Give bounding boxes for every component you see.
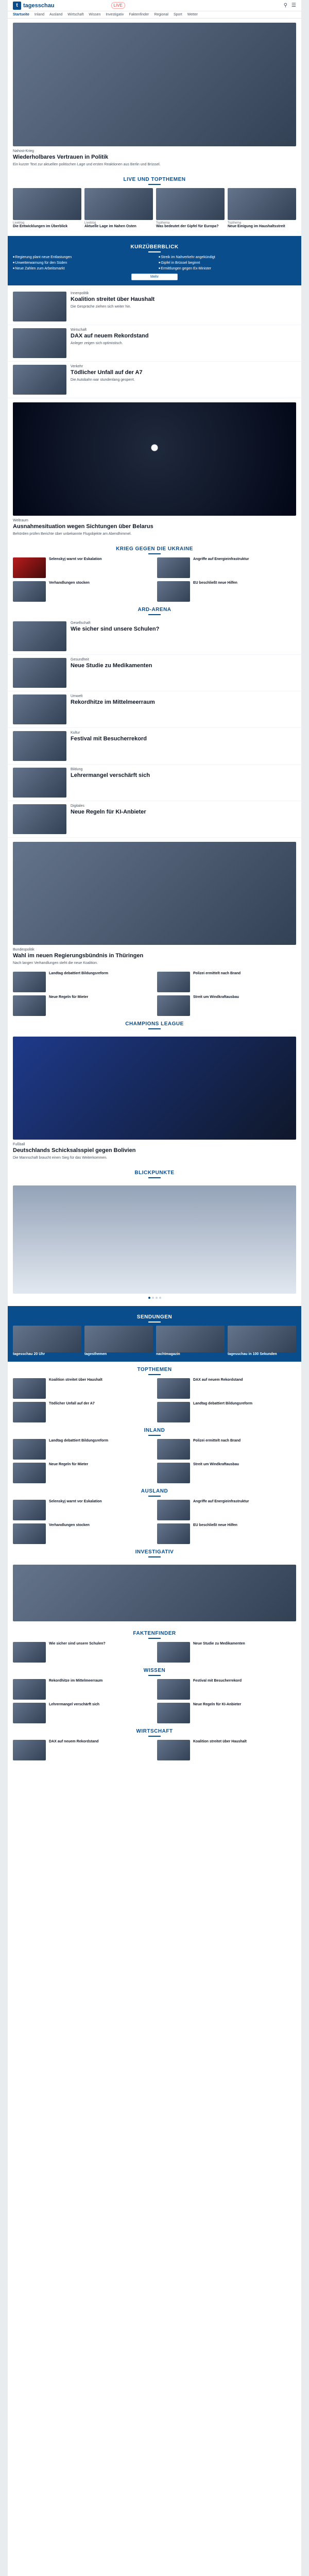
sendung-card[interactable] (13, 1326, 81, 1357)
nav-item-wetter[interactable]: Wetter (187, 13, 198, 16)
ard-row[interactable] (8, 801, 301, 838)
grid-item[interactable] (13, 1378, 152, 1399)
hero-kicker: Nahost-Krieg (13, 149, 34, 153)
kurzueberblick-section (8, 236, 301, 285)
story-headline[interactable]: DAX auf neuem Rekordstand (71, 333, 149, 340)
ausland-grid (8, 1500, 301, 1544)
sendung-card[interactable] (84, 1326, 153, 1357)
sendungen-section (8, 1306, 301, 1362)
politics-kicker: Bundespolitik (13, 947, 35, 952)
grid-item[interactable] (13, 1402, 152, 1422)
card-kicker: Topthema (228, 221, 242, 225)
card-image[interactable] (157, 557, 190, 578)
story-headline[interactable]: Rekordhitze im Mittelmeerraum (71, 699, 155, 705)
story-image[interactable] (13, 658, 66, 688)
grid-item[interactable] (157, 1642, 296, 1663)
feature-image[interactable] (13, 402, 296, 516)
grid-item[interactable] (157, 1500, 296, 1520)
card-title[interactable]: EU beschließt neue Hilfen (193, 581, 237, 585)
story-headline[interactable]: Neue Regeln für KI-Anbieter (71, 808, 146, 815)
card-image[interactable] (13, 1500, 46, 1520)
ukraine-section-title: KRIEG GEGEN DIE UKRAINE (8, 541, 301, 557)
card-image[interactable] (157, 1500, 190, 1520)
logo-text[interactable]: tagesschau (23, 2, 55, 9)
blick-section-title: BLICKPUNKTE (8, 1165, 301, 1181)
sendungen-title: SENDUNGEN (13, 1309, 296, 1326)
politics-teaser: Nach langen Verhandlungen steht die neue Koalition. (13, 961, 98, 965)
card-image[interactable] (157, 972, 190, 992)
card-image[interactable] (13, 1402, 46, 1422)
card-title[interactable]: Verhandlungen stocken (49, 581, 90, 585)
grid-item[interactable] (13, 1463, 152, 1483)
hero-headline[interactable]: Wiederholbares Vertrauen in Politik (13, 154, 109, 160)
story-headline[interactable]: Koalition streitet über Haushalt (71, 296, 155, 303)
card-image[interactable] (13, 581, 46, 602)
top-bar (8, 0, 301, 11)
grid-item[interactable] (13, 1642, 152, 1663)
story-kicker: Verkehr (71, 365, 83, 369)
ausland-section-title: AUSLAND (8, 1483, 301, 1500)
grid-item[interactable] (13, 1740, 152, 1760)
grid-item[interactable] (157, 1523, 296, 1544)
card-kicker: Liveblog (13, 221, 25, 225)
card-title[interactable]: Landtag debattiert Bildungsreform (49, 1439, 109, 1443)
story-row[interactable] (8, 362, 301, 398)
faktenfinder-grid (8, 1642, 301, 1663)
card-title[interactable]: tagesschau 20 Uhr (13, 1352, 45, 1356)
card-title[interactable]: Polizei ermittelt nach Brand (193, 1439, 241, 1443)
card-title[interactable]: Koalition streitet über Haushalt (193, 1740, 247, 1744)
blick-gallery[interactable] (8, 1181, 301, 1306)
card-title[interactable]: Verhandlungen stocken (49, 1523, 90, 1528)
story-kicker: Kultur (71, 731, 80, 735)
gallery-dots[interactable] (13, 1294, 296, 1302)
nav-item-wirtschaft[interactable]: Wirtschaft (67, 13, 84, 16)
card-image[interactable] (157, 995, 190, 1016)
wissen-grid (8, 1679, 301, 1723)
card-image[interactable] (13, 995, 46, 1016)
sendungen-grid (13, 1326, 296, 1357)
cl-image[interactable] (13, 1037, 296, 1140)
grid-item[interactable] (157, 1439, 296, 1460)
inland-section-title: INLAND (8, 1422, 301, 1439)
nav-item-ausland[interactable]: Ausland (49, 13, 63, 16)
grid-item[interactable] (157, 972, 296, 992)
story-headline[interactable]: Lehrermangel verschärft sich (71, 772, 150, 778)
nav-item-investigativ[interactable]: Investigativ (106, 13, 124, 16)
story-kicker: Gesellschaft (71, 621, 91, 625)
live-card[interactable] (156, 188, 225, 229)
ard-row[interactable] (8, 618, 301, 655)
story-kicker: Umwelt (71, 694, 83, 698)
story-kicker: Bildung (71, 767, 83, 771)
card-image[interactable] (157, 581, 190, 602)
cl-teaser: Die Mannschaft braucht einen Sieg für das Weiterkommen. (13, 1156, 108, 1160)
grid-item[interactable] (13, 1679, 152, 1700)
card-title[interactable]: Lehrermangel verschärft sich (49, 1703, 100, 1707)
sendung-card[interactable] (228, 1326, 296, 1357)
card-title[interactable]: Angriffe auf Energieinfrastruktur (193, 557, 249, 561)
card-image[interactable] (13, 557, 46, 578)
live-card[interactable] (13, 188, 81, 229)
logo-icon[interactable]: t (13, 2, 21, 10)
ard-row[interactable] (8, 728, 301, 765)
kurz-item[interactable]: ■ Unwetterwarnung für den Süden (13, 261, 150, 265)
card-title[interactable]: Landtag debattiert Bildungsreform (193, 1402, 253, 1406)
card-image[interactable] (157, 1463, 190, 1483)
feature-headline[interactable]: Ausnahmesituation wegen Sichtungen über Belarus (13, 523, 153, 530)
card-image[interactable] (84, 188, 153, 220)
nav-item-inland[interactable]: Inland (34, 13, 44, 16)
grid-item[interactable] (157, 1378, 296, 1399)
card-title[interactable]: Wie sicher sind unsere Schulen? (49, 1642, 106, 1646)
grid-item[interactable] (157, 1402, 296, 1422)
card-image[interactable] (157, 1642, 190, 1663)
top-section-title: TOPTHEMEN (8, 1362, 301, 1378)
more-button[interactable]: Mehr (131, 274, 178, 280)
card-image[interactable] (157, 1740, 190, 1760)
story-headline[interactable]: Festival mit Besucherrekord (71, 735, 147, 742)
cl-headline[interactable]: Deutschlands Schicksalsspiel gegen Bolivien (13, 1147, 136, 1154)
card-image[interactable] (13, 1740, 46, 1760)
live-cards (8, 188, 301, 229)
card-image[interactable] (13, 1679, 46, 1700)
story-teaser: Die Autobahn war stundenlang gesperrt. (71, 378, 135, 382)
card-title[interactable]: EU beschließt neue Hilfen (193, 1523, 237, 1528)
card-title[interactable]: DAX auf neuem Rekordstand (193, 1378, 243, 1382)
grid-item[interactable] (157, 1679, 296, 1700)
card-title[interactable]: Neue Regeln für Mieter (49, 1463, 89, 1467)
ukraine-grid (8, 557, 301, 602)
inland-grid (8, 1439, 301, 1483)
card-title[interactable]: Aktuelle Lage im Nahen Osten (84, 224, 136, 228)
grid-item[interactable] (13, 1703, 152, 1723)
card-image[interactable] (13, 1378, 46, 1399)
card-image[interactable] (228, 1326, 296, 1352)
wissen-section-title: WISSEN (8, 1663, 301, 1679)
faktenfinder-section-title: FAKTENFINDER (8, 1625, 301, 1642)
card-kicker: Liveblog (84, 221, 96, 225)
story-row[interactable] (8, 289, 301, 325)
more-grid (8, 972, 301, 1016)
kurz-title: KURZÜBERBLICK (13, 239, 296, 256)
ard-row[interactable] (8, 691, 301, 728)
story-kicker: Gesundheit (71, 657, 89, 662)
kurz-item[interactable]: ■ Gipfel in Brüssel beginnt (159, 261, 296, 265)
main-nav (8, 11, 301, 19)
wirtschaft-section-title: WIRTSCHAFT (8, 1723, 301, 1740)
story-headline[interactable]: Wie sicher sind unsere Schulen? (71, 625, 160, 632)
card-title[interactable]: Tödlicher Unfall auf der A7 (49, 1402, 95, 1406)
card-title[interactable]: Neue Regeln für Mieter (49, 995, 89, 999)
card-image[interactable] (156, 188, 225, 220)
ard-row[interactable] (8, 655, 301, 691)
live-card[interactable] (84, 188, 153, 229)
story-image[interactable] (13, 804, 66, 834)
story-row[interactable] (8, 325, 301, 362)
card-title[interactable]: Neue Regeln für KI-Anbieter (193, 1703, 242, 1707)
card-image[interactable] (157, 1439, 190, 1460)
politics-image[interactable] (13, 842, 296, 945)
kurz-item[interactable]: ■ Neue Zahlen zum Arbeitsmarkt (13, 267, 150, 270)
grid-item[interactable] (13, 1439, 152, 1460)
story-kicker: Wirtschaft (71, 328, 87, 332)
story-list (8, 289, 301, 398)
live-badge[interactable]: LIVE (111, 2, 125, 9)
card-image[interactable] (13, 1523, 46, 1544)
story-image[interactable] (13, 694, 66, 724)
sendung-card[interactable] (156, 1326, 225, 1357)
politics-headline[interactable]: Wahl im neuen Regierungsbündnis in Thüringen (13, 952, 144, 959)
card-image[interactable] (13, 188, 81, 220)
story-image[interactable] (13, 768, 66, 798)
card-title[interactable]: Selenskyj warnt vor Eskalation (49, 1500, 102, 1504)
menu-icon[interactable]: ☰ (291, 3, 296, 8)
feature-kicker: Weltraum (13, 519, 28, 523)
card-title[interactable]: tagesschau in 100 Sekunden (228, 1352, 277, 1356)
card-title[interactable]: Angriffe auf Energieinfrastruktur (193, 1500, 249, 1504)
kurz-item[interactable]: ■ Streik im Nahverkehr angekündigt (159, 256, 296, 259)
card-title[interactable]: Streit um Windkraftausbau (193, 1463, 239, 1467)
grid-item[interactable] (13, 1523, 152, 1544)
hero-story[interactable] (8, 19, 301, 172)
nav-item-wissen[interactable]: Wissen (89, 13, 101, 16)
card-image[interactable] (13, 972, 46, 992)
kurz-item[interactable]: ■ Ermittlungen gegen Ex-Minister (159, 267, 296, 270)
card-title[interactable]: Festival mit Besucherrekord (193, 1679, 242, 1683)
nav-item-start[interactable]: Startseite (13, 13, 29, 16)
card-kicker: Topthema (156, 221, 170, 225)
feature-teaser: Behörden prüfen Berichte über unbekannte Flugobjekte am Abendhimmel. (13, 532, 132, 536)
live-section-title: LIVE UND TOPTHEMEN (8, 172, 301, 188)
story-headline[interactable]: Tödlicher Unfall auf der A7 (71, 369, 143, 376)
card-image[interactable] (84, 1326, 153, 1352)
wirtschaft-grid (8, 1740, 301, 1760)
grid-item[interactable] (13, 995, 152, 1016)
grid-item[interactable] (157, 1463, 296, 1483)
card-image[interactable] (13, 1703, 46, 1723)
card-title[interactable]: Neue Einigung im Haushaltsstreit (228, 224, 285, 228)
story-image[interactable] (13, 365, 66, 395)
card-title[interactable]: Die Entwicklungen im Überblick (13, 224, 68, 228)
card-title[interactable]: Was bedeutet der Gipfel für Europa? (156, 224, 219, 228)
card-image[interactable] (156, 1326, 225, 1352)
card-image[interactable] (157, 1703, 190, 1723)
card-image[interactable] (13, 1326, 81, 1352)
card-title[interactable]: nachtmagazin (156, 1352, 180, 1356)
ukraine-item[interactable] (13, 581, 152, 602)
kurz-list (13, 256, 296, 270)
card-image[interactable] (13, 1439, 46, 1460)
story-headline[interactable]: Neue Studie zu Medikamenten (71, 662, 152, 669)
gallery-image[interactable] (13, 1185, 296, 1294)
story-image[interactable] (13, 292, 66, 321)
investigativ-story[interactable] (8, 1561, 301, 1625)
kurz-item[interactable]: ■ Regierung plant neue Entlastungen (13, 256, 150, 259)
story-image[interactable] (13, 731, 66, 761)
investigativ-section-title: INVESTIGATIV (8, 1544, 301, 1561)
cl-section-title: CHAMPIONS LEAGUE (8, 1016, 301, 1032)
hero-image[interactable] (13, 23, 296, 146)
grid-item[interactable] (13, 972, 152, 992)
nav-item-sport[interactable]: Sport (173, 13, 182, 16)
live-card[interactable] (228, 188, 296, 229)
cl-story[interactable] (8, 1032, 301, 1165)
ukraine-item[interactable] (157, 581, 296, 602)
ard-row[interactable] (8, 765, 301, 801)
top-grid (8, 1378, 301, 1422)
ukraine-item[interactable] (157, 557, 296, 578)
ard-section-title: ARD-ARENA (8, 602, 301, 618)
cl-kicker: Fußball (13, 1143, 25, 1147)
story-image[interactable] (13, 328, 66, 358)
story-image[interactable] (13, 1565, 296, 1621)
grid-item[interactable] (13, 1500, 152, 1520)
card-title[interactable]: Polizei ermittelt nach Brand (193, 972, 241, 976)
grid-item[interactable] (157, 1740, 296, 1760)
card-image[interactable] (157, 1679, 190, 1700)
card-title[interactable]: tagesthemen (84, 1352, 107, 1356)
card-title[interactable]: Rekordhitze im Mittelmeerraum (49, 1679, 103, 1683)
hero-teaser: Ein kurzer Text zur aktuellen politischen Lage und ersten Reaktionen aus Berlin und Brüssel. (13, 163, 161, 167)
card-title[interactable]: Streit um Windkraftausbau (193, 995, 239, 999)
card-title[interactable]: Neue Studie zu Medikamenten (193, 1642, 245, 1646)
card-title[interactable]: DAX auf neuem Rekordstand (49, 1740, 99, 1744)
card-image[interactable] (157, 1378, 190, 1399)
card-image[interactable] (13, 1463, 46, 1483)
card-title[interactable]: Koalition streitet über Haushalt (49, 1378, 102, 1382)
card-title[interactable]: Selenskyj warnt vor Eskalation (49, 557, 102, 561)
story-kicker: Innenpolitik (71, 292, 89, 296)
story-teaser: Die Gespräche ziehen sich weiter hin. (71, 305, 131, 309)
page (8, 0, 301, 2576)
story-image[interactable] (13, 621, 66, 651)
ukraine-item[interactable] (13, 557, 152, 578)
ard-list (8, 618, 301, 838)
story-teaser: Anleger zeigen sich optimistisch. (71, 342, 123, 346)
grid-item[interactable] (157, 1703, 296, 1723)
politics-story[interactable] (8, 838, 301, 970)
card-image[interactable] (228, 188, 296, 220)
feature-story[interactable] (8, 398, 301, 541)
nav-item-regional[interactable]: Regional (154, 13, 168, 16)
card-image[interactable] (157, 1523, 190, 1544)
grid-item[interactable] (157, 995, 296, 1016)
story-kicker: Digitales (71, 804, 84, 808)
card-image[interactable] (13, 1642, 46, 1663)
card-image[interactable] (157, 1402, 190, 1422)
search-icon[interactable]: ⚲ (283, 3, 288, 8)
card-title[interactable]: Landtag debattiert Bildungsreform (49, 972, 109, 976)
nav-item-faktenfinder[interactable]: Faktenfinder (129, 13, 149, 16)
